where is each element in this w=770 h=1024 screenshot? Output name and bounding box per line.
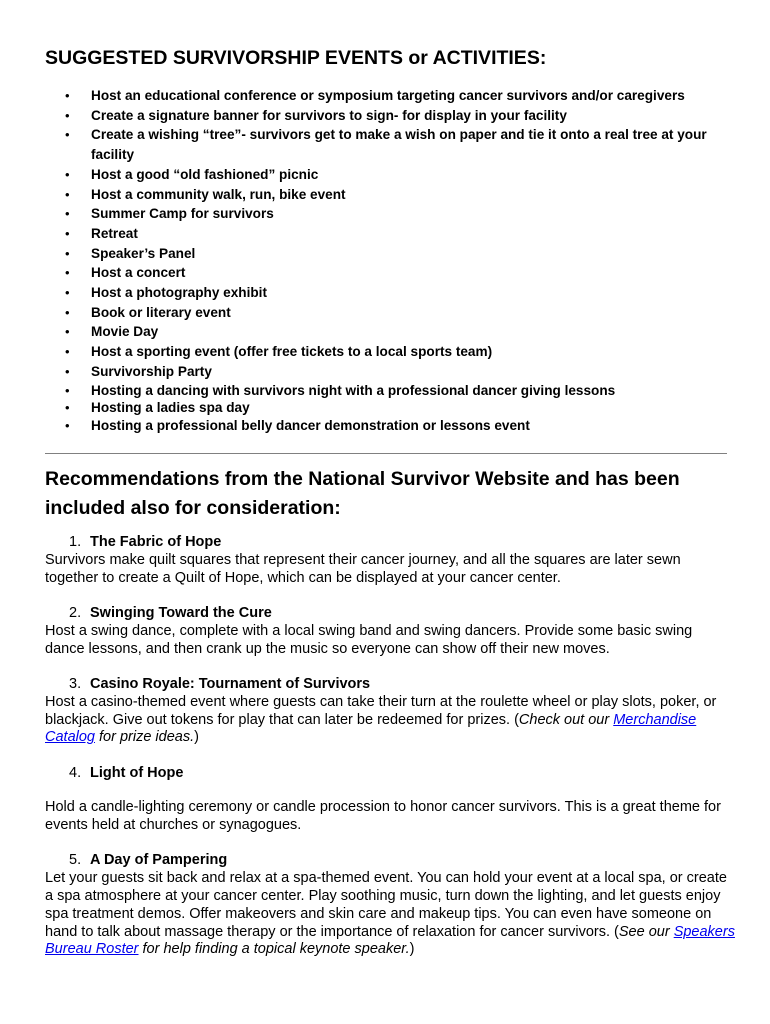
description-text: Let your guests sit back and relax at a spa-themed event. You can hold your event at a local spa, or create a spa atmosphere at your cancer center. Play soothing music, turn down the lighting, and let guests enjoy spa treatment demos. Offer makeovers and skin care and makeup tips. You can even have someone on hand to talk about massage therapy or the importance of relaxation for cancer survivors. ( [45, 870, 727, 940]
list-item: • Hosting a ladies spa day [45, 399, 735, 417]
description-italic: for prize ideas. [94, 729, 195, 746]
list-item: • Movie Day [45, 322, 735, 342]
description-italic: for help finding a topical keynote speaker. [138, 941, 410, 958]
description-text: ) [409, 941, 415, 958]
item-number: 2. [69, 604, 82, 621]
spacer [45, 587, 735, 605]
recommendation-item [45, 534, 735, 587]
activities-list [45, 86, 735, 434]
description-text: ) [194, 729, 199, 746]
item-description: Hold a candle-lighting ceremony or candle procession to honor cancer survivors. This is a great theme for events held at churches or synagogues. [45, 799, 721, 833]
description-italic: See our [618, 923, 674, 940]
item-title: Swinging Toward the Cure [90, 604, 272, 621]
merchandise-catalog-link[interactable]: Merchandise Catalog [45, 711, 697, 746]
recommendation-item [45, 852, 735, 959]
list-item: • Host a good “old fashioned” picnic [45, 165, 735, 185]
item-description [45, 870, 735, 959]
recommendation-item [45, 676, 735, 747]
list-item: • Book or literary event [45, 303, 735, 323]
spacer [45, 747, 735, 765]
list-item: • Host a concert [45, 263, 735, 283]
recommendations-heading: Recommendations from the National Survivor Website and has been included also for consideration: [45, 468, 680, 519]
list-item: • Host a community walk, run, bike event [45, 185, 735, 205]
list-item: • Hosting a professional belly dancer demonstration or lessons event [45, 417, 735, 435]
item-description [45, 694, 735, 747]
item-description: Survivors make quilt squares that represent their cancer journey, and all the squares are later sewn together to create a Quilt of Hope, which can be displayed at your cancer center. [45, 551, 681, 586]
list-item: • Host an educational conference or symposium targeting cancer survivors and/or caregivers [45, 86, 735, 106]
section-divider [45, 453, 727, 454]
item-description: Host a swing dance, complete with a local swing band and swing dancers. Provide some basic swing dance lessons, and then crank up the music so everyone can show off their new moves. [45, 622, 693, 657]
spacer [45, 658, 735, 676]
item-number: 4. [69, 764, 82, 781]
speakers-bureau-roster-link[interactable]: Speakers Bureau Roster [45, 923, 735, 958]
list-item: • Host a photography exhibit [45, 283, 735, 303]
item-number: 5. [69, 852, 82, 869]
spacer [45, 835, 735, 853]
description-text: Host a casino-themed event where guests can take their turn at the roulette wheel or play slots, poker, or blackjack. Give out tokens for play that can later be redeemed for prizes. ( [45, 693, 717, 728]
recommendation-item [45, 605, 735, 658]
list-item: • Create a wishing “tree”- survivors get to make a wish on paper and tie it onto a real tree at your facility [45, 125, 735, 164]
list-item: • Host a sporting event (offer free tickets to a local sports team) [45, 342, 735, 362]
list-item: • Speaker’s Panel [45, 244, 735, 264]
page-title: SUGGESTED SURVIVORSHIP EVENTS or ACTIVITIES: [45, 47, 547, 69]
list-item: • Survivorship Party [45, 362, 735, 382]
item-title: A Day of Pampering [90, 852, 228, 869]
recommendation-item [45, 765, 735, 835]
item-number: 3. [69, 675, 82, 692]
spacer [45, 783, 735, 800]
description-italic: Check out our [518, 711, 614, 728]
item-number: 1. [69, 534, 82, 550]
recommendations-list [45, 534, 735, 959]
list-item: • Summer Camp for survivors [45, 204, 735, 224]
list-item: • Hosting a dancing with survivors night with a professional dancer giving lessons [45, 382, 735, 400]
list-item: • Retreat [45, 224, 735, 244]
item-title: Light of Hope [90, 764, 184, 781]
item-title: The Fabric of Hope [90, 534, 222, 550]
item-title: Casino Royale: Tournament of Survivors [90, 675, 371, 692]
list-item: • Create a signature banner for survivors to sign- for display in your facility [45, 106, 735, 126]
